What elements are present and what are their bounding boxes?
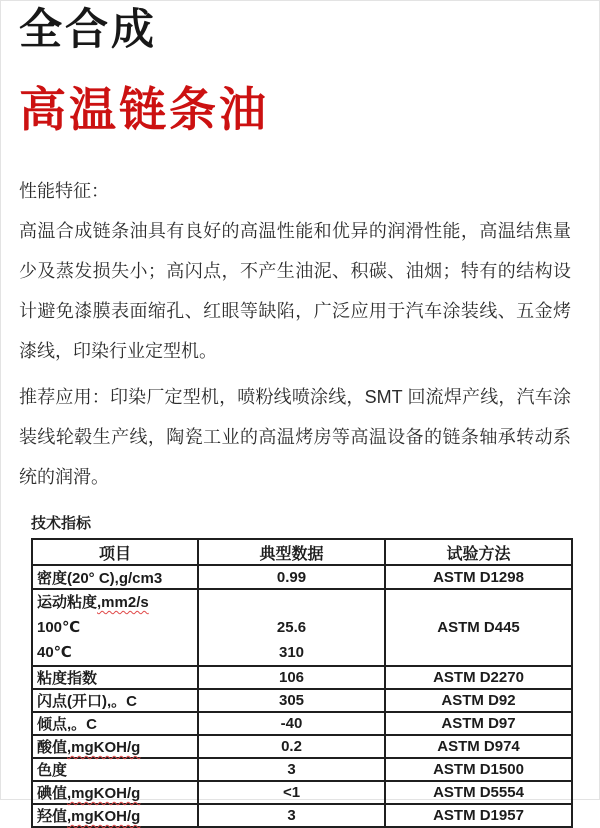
product-line-title: 全合成	[19, 6, 157, 54]
spec-item: 碘值,mgKOH/g	[32, 781, 198, 804]
features-label: 性能特征：	[19, 181, 109, 201]
spec-method: ASTM D1500	[385, 758, 572, 781]
spec-value: <1	[198, 781, 385, 804]
spec-method: ASTM D5554	[385, 781, 572, 804]
spec-value: 0.99	[198, 565, 385, 589]
spellcheck-underline: ,mgKOH/g	[67, 739, 141, 756]
features-paragraph: 高温合成链条油具有良好的高温性能和优异的润滑性能，高温结焦量少及蒸发损失小；高闪点，不产生油泥、积碳、油烟；特有的结构设计避免漆膜表面缩孔、红眼等缺陷，广泛应用于汽车涂装线、五金烤漆线，印染行业定型机。	[19, 221, 571, 361]
spec-item: 闪点(开口),。C	[32, 689, 198, 712]
column-header-method: 试验方法	[385, 539, 572, 565]
table-row	[32, 666, 572, 689]
spec-item: 密度(20° C),g/cm3	[32, 565, 198, 589]
table-row	[32, 804, 572, 827]
spec-method: ASTM D92	[385, 689, 572, 712]
table-row	[32, 781, 572, 804]
applications-paragraph: 推荐应用：印染厂定型机，喷粉线喷涂线，SMT 回流焊产线，汽车涂装线轮毂生产线，陶瓷工业的高温烤房等高温设备的链条轴承转动系统的润滑。	[19, 387, 571, 487]
table-row	[32, 565, 572, 589]
spellcheck-underline: ,mgKOH/g	[67, 785, 141, 802]
specs-table	[31, 538, 573, 828]
spellcheck-underline: ,mgKOH/g	[67, 808, 141, 825]
spec-method: ASTM D1957	[385, 804, 572, 827]
spec-method: ASTM D445	[385, 589, 572, 666]
spec-item: 倾点,。C	[32, 712, 198, 735]
spec-value: 25.6 310	[198, 589, 385, 666]
column-header-value: 典型数据	[198, 539, 385, 565]
table-row	[32, 589, 572, 666]
specs-table-caption: 技术指标	[31, 515, 92, 532]
table-row	[32, 735, 572, 758]
spec-item: 羟值,mgKOH/g	[32, 804, 198, 827]
spec-method: ASTM D97	[385, 712, 572, 735]
spec-value: 0.2	[198, 735, 385, 758]
spec-value: 3	[198, 758, 385, 781]
spec-value: 305	[198, 689, 385, 712]
description-section	[19, 171, 571, 497]
table-row	[32, 689, 572, 712]
column-header-item: 项目	[32, 539, 198, 565]
spec-item: 粘度指数	[32, 666, 198, 689]
table-header-row	[32, 539, 572, 565]
spec-item: 酸值,mgKOH/g	[32, 735, 198, 758]
spec-method: ASTM D2270	[385, 666, 572, 689]
spec-item: 色度	[32, 758, 198, 781]
spec-value: 106	[198, 666, 385, 689]
table-row	[32, 758, 572, 781]
table-row	[32, 712, 572, 735]
spec-method: ASTM D1298	[385, 565, 572, 589]
spellcheck-underline: ,mm2/s	[97, 594, 149, 611]
spec-item: 运动粘度,mm2/s 100℃ 40℃	[32, 589, 198, 666]
spec-method: ASTM D974	[385, 735, 572, 758]
spec-value: -40	[198, 712, 385, 735]
product-name-title: 高温链条油	[19, 83, 269, 136]
spec-value: 3	[198, 804, 385, 827]
